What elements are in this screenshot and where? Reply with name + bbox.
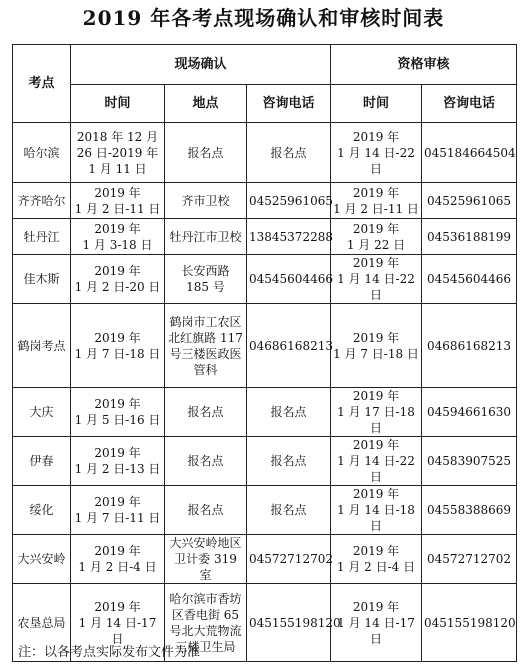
review-time-cell: 2019 年 1 月 2 日-4 日: [331, 535, 422, 584]
onsite-phone-cell: 04525961065: [247, 183, 331, 219]
onsite-place-cell: 鹤岗市工农区北红旗路 117 号三楼医政医管科: [165, 304, 247, 388]
onsite-place-cell: 大兴安岭地区卫计委 319 室: [165, 535, 247, 584]
onsite-place-cell: 报名点: [165, 123, 247, 183]
review-phone-cell: 04686168213: [422, 304, 517, 388]
header-onsite-time: 时间: [71, 85, 165, 123]
header-review-group: 资格审核: [331, 45, 517, 85]
onsite-time-cell: 2019 年 1 月 2 日-20 日: [71, 255, 165, 304]
onsite-phone-cell: 04545604466: [247, 255, 331, 304]
schedule-table: [12, 44, 517, 662]
onsite-place-cell: 长安西路 185 号: [165, 255, 247, 304]
review-time-cell: 2019 年 1 月 14 日-22 日: [331, 123, 422, 183]
onsite-phone-cell: 04686168213: [247, 304, 331, 388]
table-row: [13, 123, 517, 183]
onsite-time-cell: 2019 年 1 月 2 日-4 日: [71, 535, 165, 584]
onsite-time-cell: 2019 年 1 月 3-18 日: [71, 219, 165, 255]
table-row: [13, 486, 517, 535]
review-phone-cell: 04545604466: [422, 255, 517, 304]
onsite-time-cell: 2019 年 1 月 7 日-18 日: [71, 304, 165, 388]
onsite-place-cell: 牡丹江市卫校: [165, 219, 247, 255]
onsite-phone-cell: 报名点: [247, 437, 331, 486]
table-row: [13, 388, 517, 437]
onsite-phone-cell: 04572712702: [247, 535, 331, 584]
onsite-place-cell: 齐市卫校: [165, 183, 247, 219]
review-time-cell: 2019 年 1 月 14 日-22 日: [331, 255, 422, 304]
review-phone-cell: 04536188199: [422, 219, 517, 255]
onsite-time-cell: 2019 年 1 月 5 日-16 日: [71, 388, 165, 437]
page-title: 2019 年各考点现场确认和审核时间表: [82, 6, 445, 30]
table-row: [13, 219, 517, 255]
onsite-time-cell: 2019 年 1 月 2 日-11 日: [71, 183, 165, 219]
review-time-cell: 2019 年 1 月 2 日-11 日: [331, 183, 422, 219]
site-cell: 哈尔滨: [13, 123, 71, 183]
site-cell: 牡丹江: [13, 219, 71, 255]
review-phone-cell: 04558388669: [422, 486, 517, 535]
review-phone-cell: 04583907525: [422, 437, 517, 486]
onsite-phone-cell: 报名点: [247, 388, 331, 437]
review-time-cell: 2019 年 1 月 14 日-22 日: [331, 437, 422, 486]
onsite-time-cell: 2019 年 1 月 14 日-17 日: [71, 584, 165, 662]
review-time-cell: 2019 年 1 月 14 日-18 日: [331, 486, 422, 535]
onsite-phone-cell: 045155198120: [247, 584, 331, 662]
site-cell: 伊春: [13, 437, 71, 486]
onsite-time-cell: 2019 年 1 月 7 日-11 日: [71, 486, 165, 535]
onsite-place-cell: 报名点: [165, 388, 247, 437]
table-row: [13, 535, 517, 584]
onsite-phone-cell: 报名点: [247, 123, 331, 183]
review-time-cell: 2019 年 1 月 22 日: [331, 219, 422, 255]
site-cell: 绥化: [13, 486, 71, 535]
onsite-phone-cell: 报名点: [247, 486, 331, 535]
onsite-place-cell: 报名点: [165, 437, 247, 486]
review-phone-cell: 04525961065: [422, 183, 517, 219]
review-time-cell: 2019 年 1 月 14 日-17 日: [331, 584, 422, 662]
header-site: 考点: [13, 45, 71, 123]
onsite-time-cell: 2018 年 12 月 26 日-2019 年 1 月 11 日: [71, 123, 165, 183]
site-cell: 大庆: [13, 388, 71, 437]
site-cell: 大兴安岭: [13, 535, 71, 584]
site-cell: 农垦总局: [13, 584, 71, 662]
onsite-time-cell: 2019 年 1 月 2 日-13 日: [71, 437, 165, 486]
site-cell: 鹤岗考点: [13, 304, 71, 388]
table-row: [13, 183, 517, 219]
header-onsite-group: 现场确认: [71, 45, 331, 85]
site-cell: 齐齐哈尔: [13, 183, 71, 219]
review-time-cell: 2019 年 1 月 7 日-18 日: [331, 304, 422, 388]
review-time-cell: 2019 年 1 月 17 日-18 日: [331, 388, 422, 437]
table-row: [13, 304, 517, 388]
header-onsite-phone: 咨询电话: [247, 85, 331, 123]
site-cell: 佳木斯: [13, 255, 71, 304]
review-phone-cell: 04572712702: [422, 535, 517, 584]
header-onsite-place: 地点: [165, 85, 247, 123]
table-row: [13, 437, 517, 486]
review-phone-cell: 045184664504: [422, 123, 517, 183]
onsite-phone-cell: 13845372288: [247, 219, 331, 255]
table-row: [13, 255, 517, 304]
header-review-phone: 咨询电话: [422, 85, 517, 123]
header-review-time: 时间: [331, 85, 422, 123]
footnote: 注：以各考点实际发布文件为准: [18, 645, 201, 660]
review-phone-cell: 045155198120: [422, 584, 517, 662]
onsite-place-cell: 报名点: [165, 486, 247, 535]
review-phone-cell: 04594661630: [422, 388, 517, 437]
onsite-place-cell: 哈尔滨市香坊区香电街 65 号北大荒物流三楼卫生局: [165, 584, 247, 662]
